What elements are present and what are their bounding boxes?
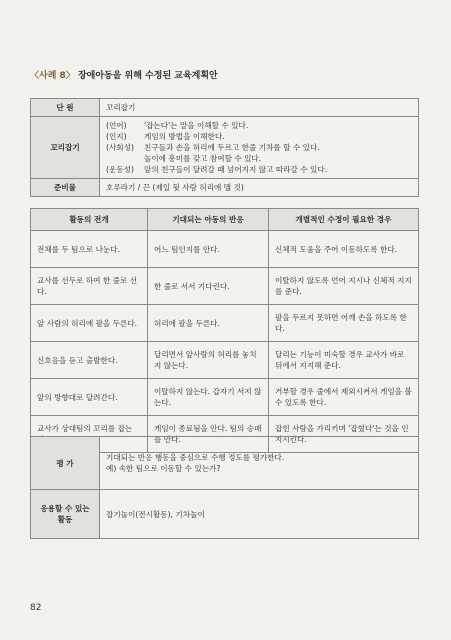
table-cell: 거부할 경우 줄에서 제외시켜서 게임을 볼 수 있도록 한다.: [269, 379, 419, 416]
section-heading: [30, 68, 218, 81]
page-number: 82: [30, 603, 42, 613]
materials-row: [31, 179, 419, 197]
table-cell: 신호음을 듣고 출발한다.: [31, 342, 148, 379]
table-row: [31, 268, 419, 305]
column-header: 기대되는 아동의 반응: [148, 209, 269, 231]
evaluation-row: [31, 437, 419, 490]
goal-text: 게임의 방법을 이해한다.: [144, 132, 225, 141]
applicable-value: 잡기놀이(전시활동), 기차놀이: [100, 490, 419, 539]
table-cell: 달리면서 앞사람의 허리를 놓치지 않는다.: [148, 342, 269, 379]
table-row: [31, 305, 419, 342]
unit-row: [31, 99, 419, 117]
table-cell: 팔을 두르지 못하면 어깨 손을 하도록 한다.: [269, 305, 419, 342]
case-title: 장애아동을 위해 수정된 교육계획안: [77, 71, 218, 81]
table-row: [31, 231, 419, 268]
goals-row: [31, 117, 419, 179]
table-cell: 이탈하지 않도록 언어 지시나 신체적 지지를 준다.: [269, 268, 419, 305]
unit-value: 꼬리잡기: [100, 99, 419, 117]
activity-header-row: [31, 209, 419, 231]
table-cell: 달리는 기능이 미숙할 경우 교사가 바로 뒤에서 지지해 준다.: [269, 342, 419, 379]
applicable-row: [31, 490, 419, 539]
table-cell: 게임이 종료됨을 안다. 팀의 승패를 안다.: [148, 416, 269, 453]
table-cell: 앞의 방향대로 달려간다.: [31, 379, 148, 416]
goal-text: 친구들과 손을 허리에 두르고 한줄 기차를 할 수 있다.: [144, 143, 320, 152]
goal-key: (운동성): [106, 165, 134, 174]
evaluation-table: [30, 436, 419, 539]
goal-text: 앞의 친구들이 달려갈 때 넘어지지 않고 따라갈 수 있다.: [144, 165, 328, 174]
unit-label: 단 원: [31, 99, 100, 117]
table-cell: 잡힌 사람을 가리키며 '잡혔다'는 것을 인지시킨다.: [269, 416, 419, 453]
goal-key: [106, 153, 144, 164]
goal-key: (언어): [106, 121, 127, 130]
table-cell: 허리에 팔을 두른다.: [148, 305, 269, 342]
goal-line: [106, 131, 412, 142]
goals-list: [100, 117, 419, 179]
table-cell: 앞 사람의 허리에 팔을 두른다.: [31, 305, 148, 342]
evaluation-content: [100, 437, 419, 490]
goal-line: [106, 153, 412, 164]
table-cell: 이탈하지 않는다. 갑자기 서지 않는다.: [148, 379, 269, 416]
goal-line: [106, 142, 412, 153]
lesson-overview-table: [30, 98, 419, 197]
column-header: 활동의 전개: [31, 209, 148, 231]
evaluation-label: 평 가: [31, 437, 100, 490]
evaluation-line: 예) 속한 팀으로 이동할 수 있는가?: [106, 464, 221, 473]
table-row: [31, 342, 419, 379]
evaluation-line: 기대되는 반응 행동을 중심으로 수행 정도를 평가한다.: [106, 453, 285, 462]
goal-key: (사회성): [106, 143, 134, 152]
table-cell: 신체적 도움을 주어 이동하도록 한다.: [269, 231, 419, 268]
goal-text: 놀이에 흥미를 갖고 참여할 수 있다.: [144, 154, 262, 163]
goal-line: [106, 120, 412, 131]
goal-text: '잡는다'는 말을 이해할 수 있다.: [144, 121, 249, 130]
activity-table: [30, 208, 419, 453]
table-cell: 어느 팀인지를 안다.: [148, 231, 269, 268]
goal-line: [106, 164, 412, 175]
goals-label: 꼬리잡기: [31, 117, 100, 179]
table-cell: 한 줄로 서서 기다린다.: [148, 268, 269, 305]
materials-label: 준비물: [31, 179, 100, 197]
table-cell: 교사가 상대팀의 꼬리를 잡는: [31, 416, 148, 453]
table-cell: 전체를 두 팀으로 나눈다.: [31, 231, 148, 268]
case-label: 〈사례 8〉: [30, 71, 75, 81]
applicable-label: 응용할 수 있는 활동: [31, 490, 100, 539]
table-cell: 교사를 선두로 하여 한 줄로 선다.: [31, 268, 148, 305]
goal-key: (인지): [106, 132, 127, 141]
materials-value: 호루라기 / 끈 (제일 뒷 사람 허리에 맬 것): [100, 179, 419, 197]
table-row: [31, 379, 419, 416]
column-header: 개별적인 수정이 필요한 경우: [269, 209, 419, 231]
